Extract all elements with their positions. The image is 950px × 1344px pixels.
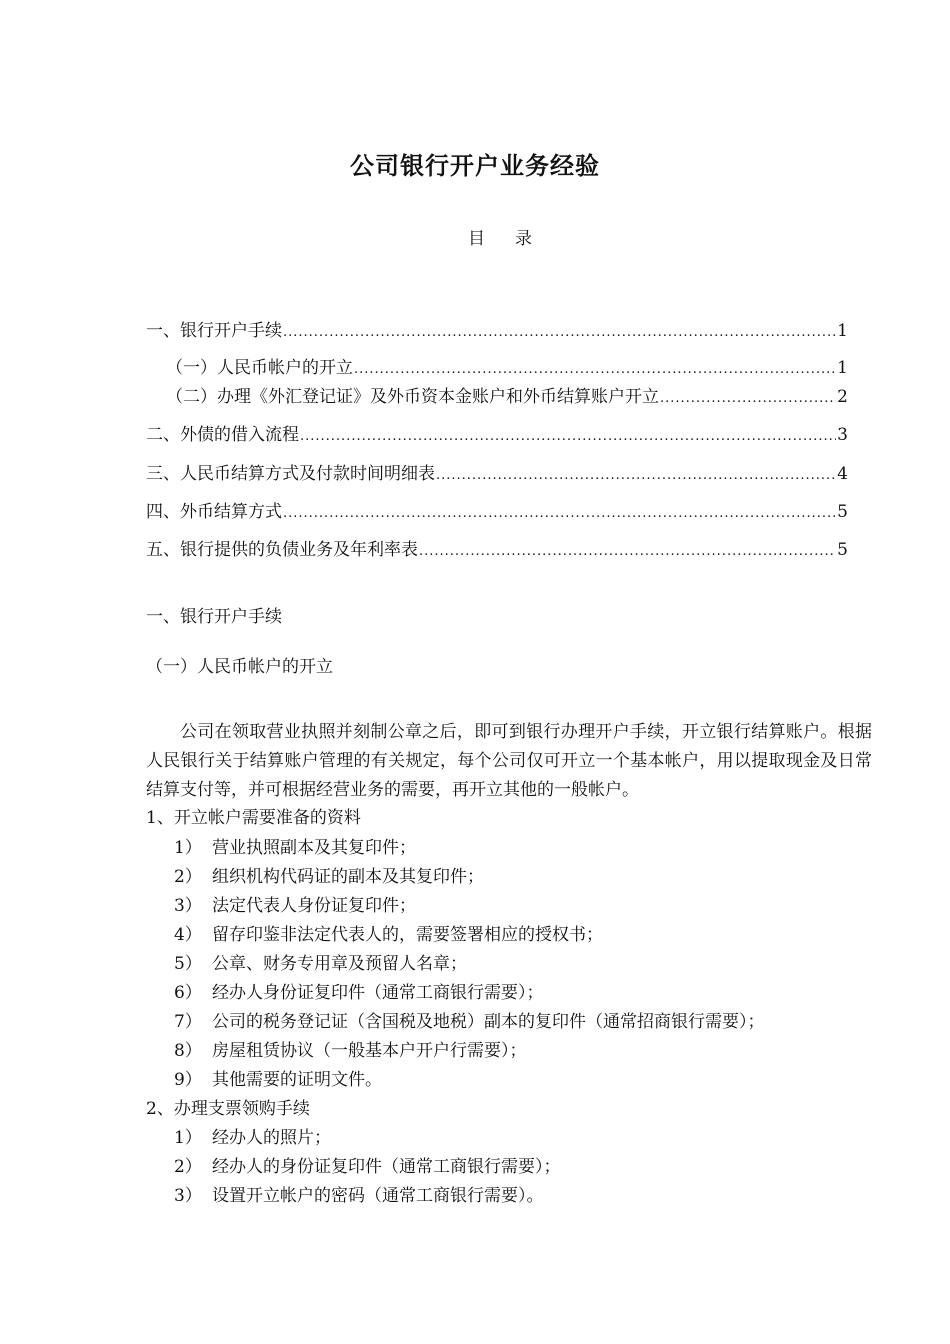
list-item xyxy=(174,1127,331,1149)
list-item xyxy=(174,1156,561,1178)
list-item xyxy=(174,982,544,1004)
list-item xyxy=(174,895,416,917)
toc-entry-page: 1 xyxy=(837,358,848,378)
list-item xyxy=(174,1011,765,1033)
toc-leader-dots xyxy=(660,388,836,410)
list-item-text: 设置开立帐户的密码（通常工商银行需要）。 xyxy=(212,1186,544,1206)
list-item-number: 2） xyxy=(174,1157,202,1177)
toc-entry-text: 二、外债的借入流程 xyxy=(146,425,299,445)
toc-entry-text: （一）人民币帐户的开立 xyxy=(166,358,353,378)
toc-entry[interactable] xyxy=(146,424,848,448)
list-item-text: 其他需要的证明文件。 xyxy=(212,1070,382,1090)
list-item-text: 经办人的照片； xyxy=(212,1128,331,1148)
list-item-text: 公章、财务专用章及预留人名章； xyxy=(212,954,467,974)
toc-entry-text: 三、人民币结算方式及付款时间明细表 xyxy=(146,464,435,484)
toc-leader-dots xyxy=(419,541,836,563)
toc-entry[interactable] xyxy=(146,501,848,525)
document-title: 公司银行开户业务经验 xyxy=(350,152,600,180)
list-item-text: 房屋租赁协议（一般基本户开户行需要）； xyxy=(212,1041,527,1061)
list-item xyxy=(174,953,467,975)
list-item-text: 公司的税务登记证（含国税及地税）副本的复印件（通常招商银行需要）； xyxy=(212,1012,765,1032)
list-item-number: 6） xyxy=(174,983,202,1003)
list-item-text: 经办人的身份证复印件（通常工商银行需要）； xyxy=(212,1157,561,1177)
list-item-number: 2） xyxy=(174,867,202,887)
list-item xyxy=(174,837,416,859)
list-item-number: 9） xyxy=(174,1070,202,1090)
toc-entry-page: 3 xyxy=(837,425,848,445)
list-item-text: 组织机构代码证的副本及其复印件； xyxy=(212,867,484,887)
list-heading: 1、开立帐户需要准备的资料 xyxy=(146,808,361,828)
list-item-number: 3） xyxy=(174,896,202,916)
toc-heading: 目录 xyxy=(468,229,562,249)
toc-entry-text: （二）办理《外汇登记证》及外币资本金账户和外币结算账户开立 xyxy=(166,387,659,407)
toc-entry[interactable] xyxy=(166,386,848,410)
list-item-number: 3） xyxy=(174,1186,202,1206)
toc-entry[interactable] xyxy=(166,357,848,381)
toc-leader-dots xyxy=(283,322,836,344)
list-item-number: 8） xyxy=(174,1041,202,1061)
subsection-heading: （一）人民币帐户的开立 xyxy=(146,657,333,677)
toc-entry-text: 四、外币结算方式 xyxy=(146,502,282,522)
list-item-text: 经办人身份证复印件（通常工商银行需要）； xyxy=(212,983,544,1003)
list-item-text: 营业执照副本及其复印件； xyxy=(212,838,416,858)
list-item xyxy=(174,866,484,888)
toc-entry-text: 一、银行开户手续 xyxy=(146,321,282,341)
toc-leader-dots xyxy=(300,426,836,448)
list-item xyxy=(174,1040,527,1062)
intro-paragraph: 公司在领取营业执照并刻制公章之后，即可到银行办理开户手续，开立银行结算账户。根据人民银行关于结算账户管理的有关规定，每个公司仅可开立一个基本帐户，用以提取现金及日常结算支付等，并可根据经营业务的需要，再开立其他的一般帐户。 xyxy=(146,722,872,800)
list-heading: 2、办理支票领购手续 xyxy=(146,1099,310,1119)
toc-entry-page: 4 xyxy=(837,464,848,484)
list-item-number: 5） xyxy=(174,954,202,974)
toc-leader-dots xyxy=(436,465,836,487)
list-item-number: 4） xyxy=(174,925,202,945)
toc-entry-page: 2 xyxy=(837,387,848,407)
toc-entry-text: 五、银行提供的负债业务及年利率表 xyxy=(146,540,418,560)
list-item xyxy=(174,924,603,946)
toc-entry[interactable] xyxy=(146,320,848,344)
toc-entry[interactable] xyxy=(146,539,848,563)
section-heading: 一、银行开户手续 xyxy=(146,607,282,627)
toc-entry-page: 5 xyxy=(837,540,848,560)
toc-leader-dots xyxy=(354,359,836,381)
toc-leader-dots xyxy=(283,503,836,525)
list-item-text: 留存印鉴非法定代表人的，需要签署相应的授权书； xyxy=(212,925,603,945)
toc-entry-page: 5 xyxy=(837,502,848,522)
list-item xyxy=(174,1185,544,1207)
list-item xyxy=(174,1069,382,1091)
list-item-number: 1） xyxy=(174,838,202,858)
toc-entry-page: 1 xyxy=(837,321,848,341)
toc-entry[interactable] xyxy=(146,463,848,487)
list-item-text: 法定代表人身份证复印件； xyxy=(212,896,416,916)
list-item-number: 7） xyxy=(174,1012,202,1032)
list-item-number: 1） xyxy=(174,1128,202,1148)
